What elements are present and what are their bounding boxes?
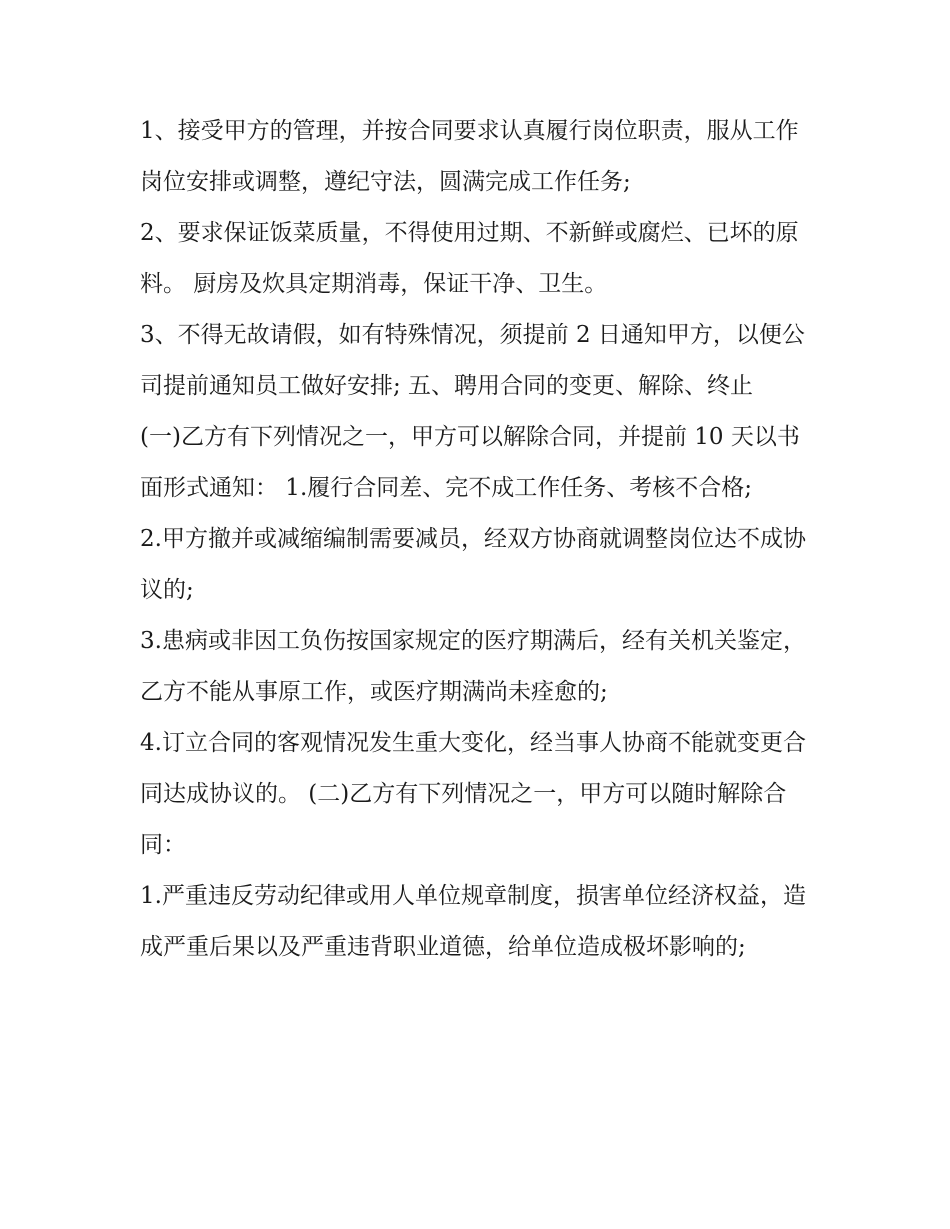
document-body (140, 106, 820, 973)
paragraph-termination-notice: (一)乙方有下列情况之一，甲方可以解除合同，并提前 10 天以书面形式通知： 1.履行合同差、完不成工作任务、考核不合格; (140, 424, 800, 501)
paragraph-termination-3: 3.患病或非因工负伤按国家规定的医疗期满后，经有关机关鉴定，乙方不能从事原工作，或医疗期满尚未痊愈的; (140, 628, 806, 705)
paragraph-termination-4: 4.订立合同的客观情况发生重大变化，经当事人协商不能就变更合同达成协议的。 (二)乙方有下列情况之一，甲方可以随时解除合同： (140, 730, 806, 858)
paragraph-duty-2: 2、要求保证饭菜质量，不得使用过期、不新鲜或腐烂、已坏的原料。 厨房及炊具定期消毒，保证干净、卫生。 (140, 220, 799, 297)
paragraph-duty-1: 1、接受甲方的管理，并按合同要求认真履行岗位职责，服从工作岗位安排或调整，遵纪守法，圆满完成工作任务; (140, 118, 799, 195)
paragraph-duty-3: 3、不得无故请假，如有特殊情况，须提前 2 日通知甲方，以便公司提前通知员工做好安排; 五、聘用合同的变更、解除、终止 (140, 322, 805, 399)
paragraph-termination-2: 2.甲方撤并或减缩编制需要减员，经双方协商就调整岗位达不成协议的; (140, 526, 806, 603)
paragraph-immediate-termination-1: 1.严重违反劳动纪律或用人单位规章制度，损害单位经济权益，造成严重后果以及严重违背职业道德，给单位造成极坏影响的; (140, 883, 806, 960)
